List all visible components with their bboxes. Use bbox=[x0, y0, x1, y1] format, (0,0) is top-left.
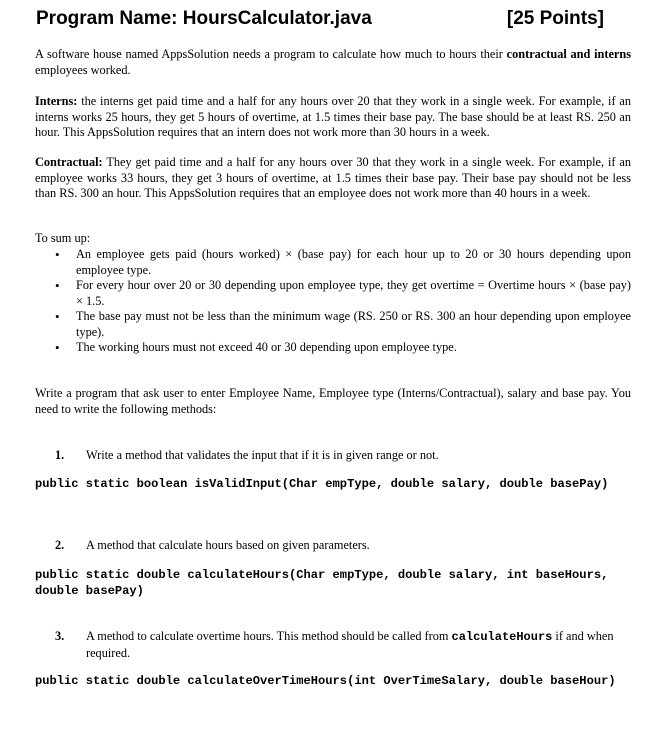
intro-text-post: employees worked. bbox=[35, 62, 131, 77]
interns-paragraph bbox=[35, 94, 631, 141]
intro-paragraph bbox=[35, 47, 631, 78]
summary-intro: To sum up: bbox=[35, 231, 91, 245]
program-name-title: Program Name: HoursCalculator.java bbox=[36, 8, 372, 29]
method-3-signature: public static double calculateOverTimeHours(int OverTimeSalary, double baseHour) bbox=[35, 674, 616, 688]
method-1-number: 1. bbox=[55, 448, 65, 462]
summary-bullet: • The working hours must not exceed 40 or 30 depending upon employee type. bbox=[35, 340, 631, 356]
method-3-description-post: if and when required. bbox=[86, 629, 614, 660]
task-paragraph: Write a program that ask user to enter Employee Name, Employee type (Interns/Contractual), salary and base pay. You need to write the following methods: bbox=[35, 386, 631, 416]
interns-label: Interns: bbox=[35, 94, 78, 108]
interns-text: the interns get paid time and a half for any hours over 20 that they work in a single week. For example, if an interns works 25 hours, they get 5 hours of overtime, at 1.5 times their base pay. The base should be at least RS. 250 an hour. This AppsSolution requires that an intern does not work more than 30 hours in a week. bbox=[35, 94, 631, 139]
method-3-description-code: calculateHours bbox=[451, 630, 553, 644]
contractual-paragraph bbox=[35, 155, 631, 202]
points-label: [25 Points] bbox=[506, 8, 604, 29]
contractual-label: Contractual: bbox=[35, 155, 103, 169]
summary-bullet-list bbox=[35, 247, 631, 356]
intro-text-pre: A software house named AppsSolution needs a program to calculate how much to hours their bbox=[35, 47, 507, 61]
summary-bullet: • An employee gets paid (hours worked) × (base pay) for each hour up to 20 or 30 hours depending upon employee type. bbox=[35, 247, 631, 278]
intro-bold-employee-types: contractual and interns bbox=[506, 47, 631, 61]
method-2-number: 2. bbox=[55, 538, 65, 552]
method-2-signature: public static double calculateHours(Char empType, double salary, int baseHours, double basePay) bbox=[35, 568, 616, 598]
method-3-description bbox=[86, 629, 632, 661]
method-3-description-pre: A method to calculate overtime hours. This method should be called from bbox=[86, 629, 452, 643]
method-2-description: A method that calculate hours based on given parameters. bbox=[86, 538, 370, 552]
method-1-signature: public static boolean isValidInput(Char empType, double salary, double basePay) bbox=[35, 477, 609, 491]
document-header bbox=[36, 8, 604, 32]
contractual-text: They get paid time and a half for any hours over 30 that they work in a single week. For example, if an employee works 33 hours, they get 3 hours of overtime, at 1.5 times their base pay. Their base pay should not be less than RS. 300 an hour. This AppsSolution requires that an employee does not work more than 40 hours in a week. bbox=[35, 155, 631, 200]
summary-bullet: • The base pay must not be less than the minimum wage (RS. 250 or RS. 300 an hour depending upon employee type). bbox=[35, 309, 631, 340]
summary-bullet: • For every hour over 20 or 30 depending upon employee type, they get overtime = Overtime hours × (base pay) × 1.5. bbox=[35, 278, 631, 309]
method-1-description: Write a method that validates the input that if it is in given range or not. bbox=[86, 448, 439, 462]
method-3-number: 3. bbox=[55, 629, 65, 643]
